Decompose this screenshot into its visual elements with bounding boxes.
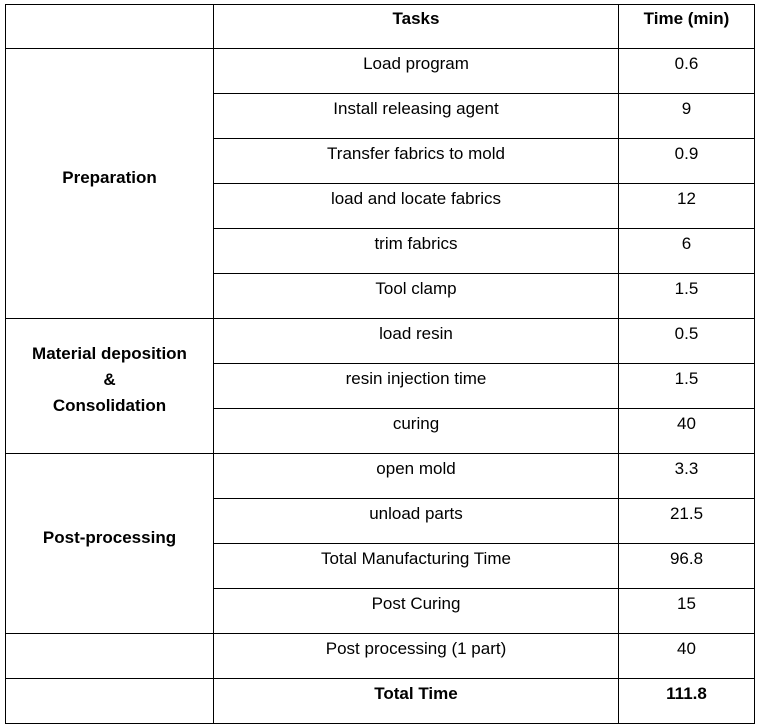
table-row (6, 319, 755, 364)
empty-group-cell (6, 634, 214, 679)
total-row (6, 679, 755, 724)
header-time-label: Time (min) (643, 8, 730, 28)
task-cell: trim fabrics (214, 229, 619, 274)
time-cell: 9 (619, 94, 755, 139)
time-cell: 12 (619, 184, 755, 229)
time-cell: 40 (619, 409, 755, 454)
task-cell: Post Curing (214, 589, 619, 634)
task-cell: open mold (214, 454, 619, 499)
group-post-processing-label: Post-processing (42, 527, 177, 547)
group-post-processing (6, 454, 214, 634)
task-cell: curing (214, 409, 619, 454)
header-tasks (214, 5, 619, 49)
task-cell: resin injection time (214, 364, 619, 409)
task-cell: load and locate fabrics (214, 184, 619, 229)
total-time-cell (619, 679, 755, 724)
task-cell: Transfer fabrics to mold (214, 139, 619, 184)
task-cell: load resin (214, 319, 619, 364)
header-group-cell (6, 5, 214, 49)
group-preparation (6, 49, 214, 319)
task-cell: Post processing (1 part) (214, 634, 619, 679)
group-material-deposition (6, 319, 214, 454)
task-cell: Tool clamp (214, 274, 619, 319)
header-row (6, 5, 755, 49)
time-cell: 3.3 (619, 454, 755, 499)
time-cell: 0.6 (619, 49, 755, 94)
total-time: 111.8 (666, 684, 707, 703)
time-cell: 6 (619, 229, 755, 274)
table-row (6, 634, 755, 679)
table-row (6, 454, 755, 499)
time-cell: 0.9 (619, 139, 755, 184)
group-preparation-label: Preparation (62, 167, 157, 187)
time-cell: 21.5 (619, 499, 755, 544)
total-label: Total Time (374, 684, 458, 703)
table-row (6, 49, 755, 94)
task-cell: Total Manufacturing Time (214, 544, 619, 589)
header-time (619, 5, 755, 49)
header-tasks-label: Tasks (392, 8, 440, 28)
group-material-label-line2: & (103, 370, 116, 389)
time-cell: 1.5 (619, 274, 755, 319)
time-cell: 40 (619, 634, 755, 679)
time-cell: 0.5 (619, 319, 755, 364)
task-cell: unload parts (214, 499, 619, 544)
time-cell: 15 (619, 589, 755, 634)
empty-group-cell (6, 679, 214, 724)
time-cell: 1.5 (619, 364, 755, 409)
task-cell: Load program (214, 49, 619, 94)
task-cell: Install releasing agent (214, 94, 619, 139)
total-label-cell (214, 679, 619, 724)
task-time-table (5, 4, 755, 724)
group-material-label-line1: Material deposition (32, 344, 187, 363)
time-cell: 96.8 (619, 544, 755, 589)
group-material-label-line3: Consolidation (52, 396, 167, 415)
